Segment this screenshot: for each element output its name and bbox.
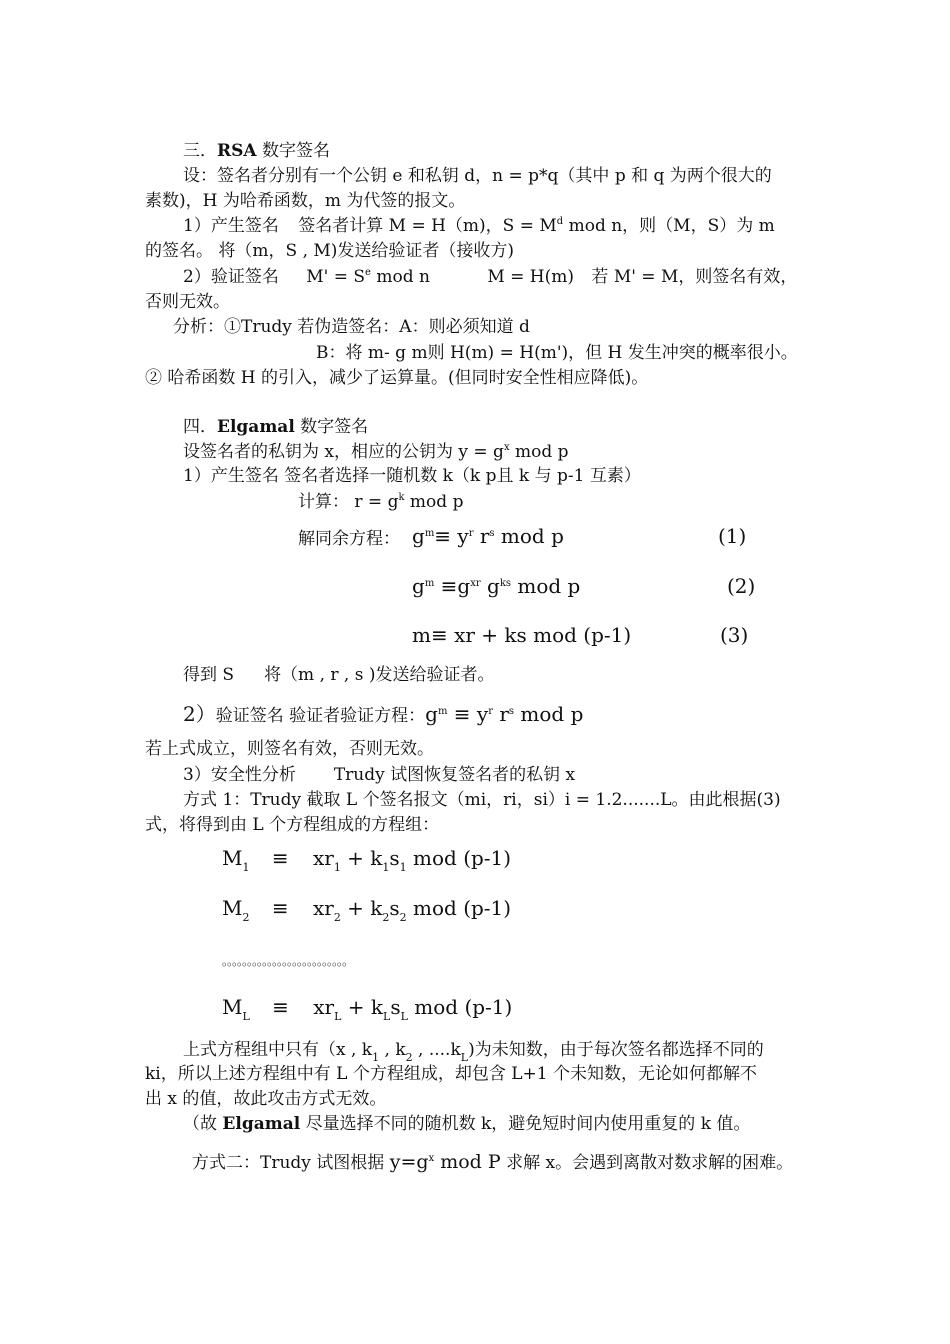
system-equation-2: $M_2 \equiv xr_2 + k_2s_2$ mod (p-1) [222, 896, 512, 924]
rsa-generate-line-2: 的签名。 将（m，S , M)发送给验证者（接收方) [145, 241, 515, 261]
unknowns-line-1: 上式方程组中只有（x , $k_1$ , $k_2$ , $....k_L$)为未知数，由于每次签名都选择不同的 [183, 1040, 764, 1064]
elgamal-send-line: 得到 S 将（m , r , s )发送给验证者。 [183, 665, 495, 685]
rsa-section-title: 三．RSA 数字签名 [183, 141, 331, 161]
rsa-verify-line-2: 否则无效。 [145, 292, 230, 312]
equation-3: m≡ xr + ks mod (p-1) [412, 623, 632, 647]
equation-3-number: (3) [720, 623, 749, 647]
elgamal-compute-r: 计算： $r = g^k$ mod p [298, 492, 464, 512]
elgamal-verify-equation: 2）验证签名 验证者验证方程：$g^m \equiv y^r$ $r^s$ mod p [183, 702, 584, 726]
elgamal-note: （故 Elgamal 尽量选择不同的随机数 k，避免短时间内使用重复的 k 值。 [183, 1114, 751, 1134]
rsa-setup-line-2: 素数)，H 为哈希函数，m 为代签的报文。 [145, 191, 466, 211]
system-equation-l: $M_L \equiv xr_L + k_Ls_L$ mod (p-1) [222, 995, 513, 1023]
equation-2: $g^m \equiv g^{xr}$ $g^{ks}$ mod p [412, 574, 581, 598]
rsa-analysis-line-1: 分析：①Trudy 若伪造签名：A：则必须知道 d [173, 317, 530, 337]
security-analysis: 3）安全性分析 Trudy 试图恢复签名者的私钥 x [183, 765, 576, 785]
elgamal-valid-line: 若上式成立，则签名有效，否则无效。 [145, 739, 434, 759]
elgamal-setup: 设签名者的私钥为 x，相应的公钥为 $y = g^x$ mod p [183, 442, 569, 462]
rsa-setup-line-1: 设：签名者分别有一个公钥 e 和私钥 d，n = p*q（其中 p 和 q 为两个很大的 [183, 166, 772, 186]
rsa-analysis-line-2: B：将 m- g m则 H(m) = H(m')，但 H 发生冲突的概率很小。 [316, 343, 798, 363]
solve-congruence-label: 解同余方程： [298, 529, 400, 549]
rsa-analysis-line-3: ② 哈希函数 H 的引入，减少了运算量。(但同时安全性相应降低)。 [145, 368, 649, 388]
method-2-line: 方式二：Trudy 试图根据 $y=g^x$ mod P 求解 x。会遇到离散对数求解的困难。 [192, 1151, 794, 1173]
equation-1: $g^m\equiv y^r$ $r^s$ mod p [412, 524, 564, 548]
elgamal-generate-signature: 1）产生签名 签名者选择一随机数 k（k p且 k 与 p-1 互素） [183, 466, 641, 486]
unknowns-line-3: 出 x 的值，故此攻击方式无效。 [145, 1089, 387, 1109]
ellipsis-dots: 。。。。。。。。。。。。。。。。。。。。。。。。。 [222, 954, 354, 968]
unknowns-line-2: ki，所以上述方程组中有 L 个方程组成，却包含 L+1 个未知数，无论如何都解不 [145, 1064, 757, 1084]
system-equation-1: $M_1 \equiv xr_1 + k_1s_1$ mod (p-1) [222, 846, 512, 874]
rsa-generate-signature: 1）产生签名 签名者计算 M = H（m)，$S = M^d$ mod n，则（M，S）为 m [183, 216, 775, 236]
method-1-line-1: 方式 1：Trudy 截取 L 个签名报文（mi，ri，si）i = 1.2.......L。由此根据(3) [183, 790, 781, 810]
equation-1-number: (1) [718, 524, 747, 548]
elgamal-section-title: 四．Elgamal 数字签名 [183, 417, 369, 437]
method-1-line-2: 式，将得到由 L 个方程组成的方程组： [145, 815, 440, 835]
rsa-verify-signature: 2）验证签名 $M' = S^e$ mod n M = H(m) 若 M' = M，则签名有效， [183, 267, 798, 287]
equation-2-number: (2) [727, 574, 756, 598]
